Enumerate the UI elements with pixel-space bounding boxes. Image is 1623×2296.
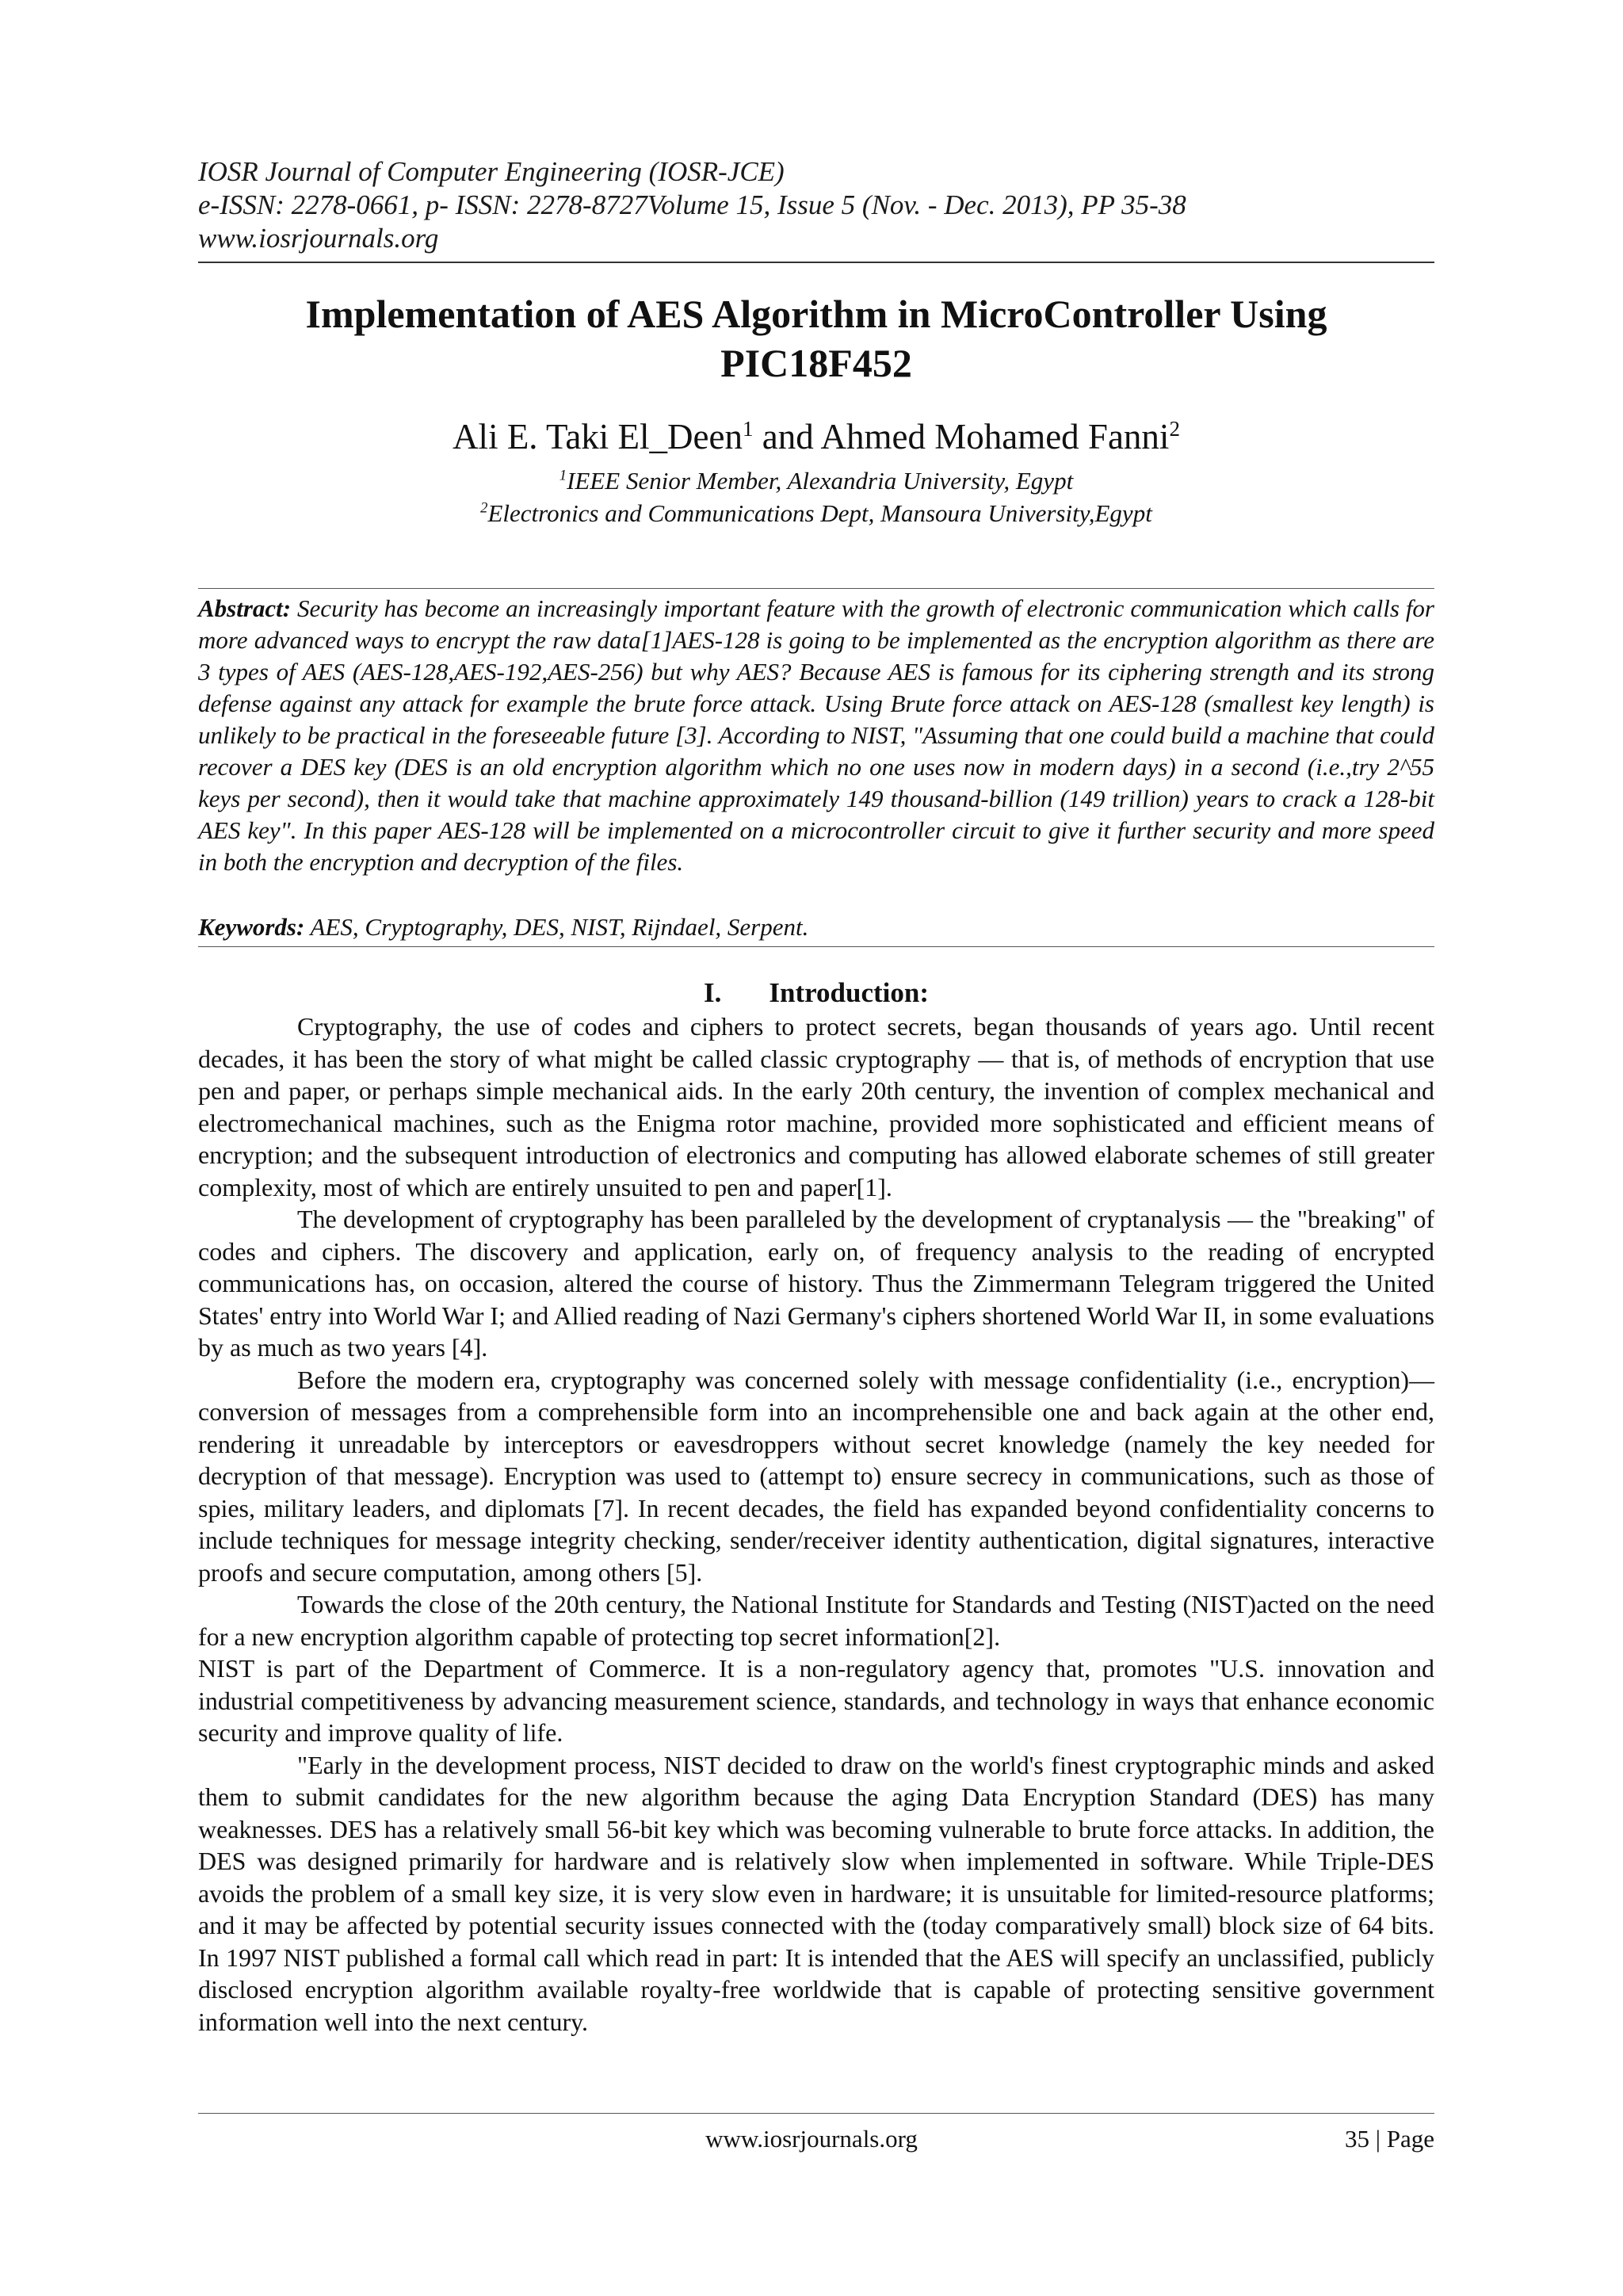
journal-issn: e-ISSN: 2278-0661, p- ISSN: 2278-8727Volume 15, Issue 5 (Nov. - Dec. 2013), PP 35-38 xyxy=(198,189,1186,220)
author-connector: and xyxy=(753,417,821,457)
author-1-affil-mark: 1 xyxy=(743,417,754,441)
section-title: Introduction: xyxy=(769,977,929,1008)
keywords-label: Keywords: xyxy=(198,913,305,941)
abstract-text: Security has become an increasingly important feature with the growth of electronic communication which calls for more advanced ways to encrypt the raw data[1]AES-128 is going to be implemented as the encryption algorithm as there are 3 types of AES (AES-128,AES-192,AES-256) but why AES? Because AES is famous for its ciphering strength and its strong defense against any attack for example the brute force attack. Using Brute force attack on AES-128 (smallest key length) is unlikely to be practical in the foreseeable future [3]. According to NIST, "Assuming that one could build a machine that could recover a DES key (DES is an old encryption algorithm which no one uses now in modern days) in a second (i.e.,try 2^55 keys per second), then it would take that machine approximately 149 thousand-billion (149 trillion) years to crack a 128-bit AES key". In this paper AES-128 will be implemented on a microcontroller circuit to give it further security and more speed in both the encryption and decryption of the files. xyxy=(198,594,1434,876)
author-2-affil-mark: 2 xyxy=(1169,417,1180,441)
footer-website: www.iosrjournals.org xyxy=(705,2125,918,2153)
paragraph: Towards the close of the 20th century, the National Institute for Standards and Testing (NIST)acted on the need for a new encryption algorithm capable of protecting top secret information[2]. xyxy=(198,1590,1434,1651)
footer-rule xyxy=(198,2113,1434,2114)
keywords xyxy=(198,911,1434,943)
affiliation-1-text: IEEE Senior Member, Alexandria University, Egypt xyxy=(567,467,1074,495)
affiliation-2 xyxy=(198,498,1434,529)
paragraph: Cryptography, the use of codes and ciphers to protect secrets, began thousands of years ago. Until recent decades, it has been the story of what might be called classic cryptography — that is, of methods of encryption that use pen and paper, or perhaps simple mechanical aids. In the early 20th century, the invention of complex mechanical and electromechanical machines, such as the Enigma rotor machine, provided more sophisticated and efficient means of encryption; and the subsequent introduction of electronics and computing has allowed elaborate schemes of still greater complexity, most of which are entirely unsuited to pen and paper[1]. xyxy=(198,1012,1434,1201)
author-2: Ahmed Mohamed Fanni xyxy=(820,417,1170,457)
paragraph: The development of cryptography has been paralleled by the development of cryptanalysis — the "breaking" of codes and ciphers. The discovery and application, early on, of frequency analysis to the reading of encrypted communications has, on occasion, altered the course of history. Thus the Zimmermann Telegram triggered the United States' entry into World War I; and Allied reading of Nazi Germany's ciphers shortened World War II, in some evaluations by as much as two years [4]. xyxy=(198,1205,1434,1362)
journal-name: IOSR Journal of Computer Engineering (IOSR-JCE) xyxy=(198,156,785,187)
affiliation-1 xyxy=(198,465,1434,497)
header-rule xyxy=(198,262,1434,263)
abstract-top-rule xyxy=(198,588,1434,589)
author-1: Ali E. Taki El_Deen xyxy=(453,417,743,457)
journal-header xyxy=(198,155,1434,255)
section-number: I. xyxy=(704,977,722,1008)
affiliation-1-mark: 1 xyxy=(559,467,567,484)
affiliation-2-text: Electronics and Communications Dept, Mansoura University,Egypt xyxy=(487,499,1152,527)
title-line-1: Implementation of AES Algorithm in MicroController Using xyxy=(305,292,1327,336)
abstract xyxy=(198,593,1434,878)
introduction-body xyxy=(198,1010,1434,2038)
author-list xyxy=(198,416,1434,457)
keywords-bottom-rule xyxy=(198,946,1434,947)
title-line-2: PIC18F452 xyxy=(720,341,912,385)
keywords-text: AES, Cryptography, DES, NIST, Rijndael, Serpent. xyxy=(310,913,809,941)
footer-page-number: 35 | Page xyxy=(1345,2125,1434,2153)
section-heading xyxy=(198,976,1434,1010)
paragraph: NIST is part of the Department of Commerce. It is a non-regulatory agency that, promotes "U.S. innovation and industrial competitiveness by advancing measurement science, standards, and technology in ways that enhance economic security and improve quality of life. xyxy=(198,1654,1434,1747)
paragraph: Before the modern era, cryptography was concerned solely with message confidentiality (i.e., encryption)—conversion of messages from a comprehensible form into an incomprehensible one and back again at the other end, rendering it unreadable by interceptors or eavesdroppers without secret knowledge (namely the key needed for decryption of that message). Encryption was used to (attempt to) ensure secrecy in communications, such as those of spies, military leaders, and diplomats [7]. In recent decades, the field has expanded beyond confidentiality concerns to include techniques for message integrity checking, sender/receiver identity authentication, digital signatures, interactive proofs and secure computation, among others [5]. xyxy=(198,1365,1434,1587)
paragraph: "Early in the development process, NIST decided to draw on the world's finest cryptographic minds and asked them to submit candidates for the new algorithm because the aging Data Encryption Standard (DES) has many weaknesses. DES has a relatively small 56-bit key which was becoming vulnerable to brute force attacks. In addition, the DES was designed primarily for hardware and is relatively slow when implemented in software. While Triple-DES avoids the problem of a small key size, it is very slow even in hardware; it is unsuitable for limited-resource platforms; and it may be affected by potential security issues connected with the (today comparatively small) block size of 64 bits. In 1997 NIST published a formal call which read in part: It is intended that the AES will specify an unclassified, publicly disclosed encryption algorithm available royalty-free worldwide that is capable of protecting sensitive government information well into the next century. xyxy=(198,1750,1434,2036)
abstract-label: Abstract: xyxy=(198,594,292,622)
affiliation-2-mark: 2 xyxy=(480,499,488,517)
paper-title xyxy=(198,289,1434,388)
journal-website: www.iosrjournals.org xyxy=(198,223,439,254)
